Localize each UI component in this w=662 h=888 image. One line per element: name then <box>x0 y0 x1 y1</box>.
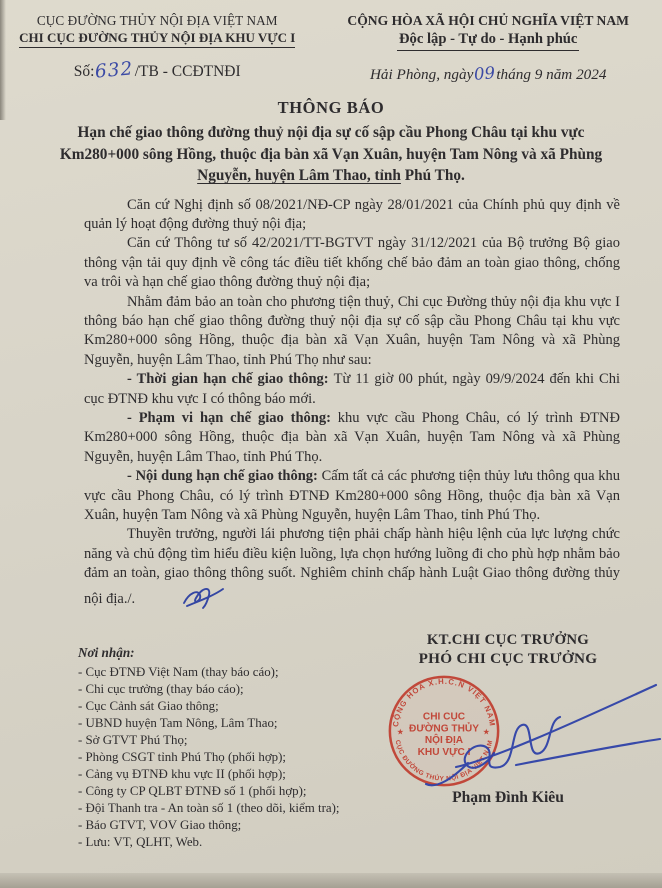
place-and-date <box>314 64 662 84</box>
recipients-heading: Nơi nhận: <box>78 645 135 660</box>
subtitle-part1: Hạn chế giao thông đường thuỷ nội địa sự cố sập cầu Phong Châu tại khu vực Km280+000 sông Hồng, thuộc địa bàn xã Vạn Xuân, huyện Tam Nông và xã Phùng <box>59 124 603 163</box>
notice-title: THÔNG BÁO <box>277 98 385 117</box>
recipient-item: - Công ty CP QLBT ĐTNĐ số 1 (phối hợp); <box>78 784 307 798</box>
issuing-agency-line <box>0 30 314 48</box>
recipient-item: - UBND huyện Tam Nông, Lâm Thao; <box>78 716 278 730</box>
paraph-ink-mark <box>137 584 226 616</box>
signer-role-line2: PHÓ CHI CỤC TRƯỞNG <box>418 650 598 667</box>
recipients-block <box>78 644 378 851</box>
stamp-star-right-icon: ★ <box>482 727 491 737</box>
handwritten-doc-number: 632 <box>94 58 135 83</box>
paragraph-compliance: Thuyền trưởng, người lái phương tiện phải chấp hành hiệu lệnh của lực lượng chức năng và chủ động tìm hiểu điều kiện luồng, lựa chọn hướng luồng đi cho phù hợp nhằm bảo đảm an toàn, giao thông thông suốt. Nghiêm chỉnh chấp hành Luật Giao thông đường thủy nội địa./. <box>84 525 620 616</box>
scan-edge-shadow-bottom <box>0 873 662 888</box>
national-header-block <box>314 13 662 84</box>
notice-subtitle <box>53 122 609 187</box>
recipient-item: - Sở GTVT Phú Thọ; <box>78 733 188 747</box>
signature-ink <box>398 653 662 798</box>
issuing-agency-block <box>0 13 314 84</box>
stamp-center-line2: ĐƯỜNG THỦY <box>409 723 479 735</box>
stamp-center-line3: NỘI ĐỊA <box>424 735 464 747</box>
doc-number-suffix: /TB - CCĐTNĐI <box>134 63 241 80</box>
document-number <box>0 60 314 81</box>
paragraph-legal-basis-1: Căn cứ Nghị định số 08/2021/NĐ-CP ngày 28/01/2021 của Chính phủ quy định về quản lý hoạt động đường thuỷ nội địa; <box>84 196 620 232</box>
subtitle-underlined-part: Nguyễn, huyện Lâm Thao, tỉnh <box>197 167 401 184</box>
recipient-item: - Báo GTVT, VOV Giao thông; <box>78 818 242 832</box>
recipient-item: - Lưu: VT, QLHT, Web. <box>78 835 203 849</box>
handwritten-day: 09 <box>473 63 497 84</box>
paragraph-restriction-time: - Thời gian hạn chế giao thông: Từ 11 giờ 00 phút, ngày 09/9/2024 đến khi Chi cục ĐTNĐ khu vực I có thông báo mới. <box>84 371 620 407</box>
paragraph-restriction-content: - Nội dung hạn chế giao thông: Cấm tất cả các phương tiện thủy lưu thông qua khu vực cầu Phong Châu, có lý trình ĐTNĐ Km280+000 sông Hồng, thuộc địa bàn xã Vạn Xuân, huyện Tam Nông và xã Phùng Nguyễn, huyện Lâm Thao, tỉnh Phú Thọ. <box>84 468 620 523</box>
recipient-item: - Cục ĐTNĐ Việt Nam (thay báo cáo); <box>78 665 279 679</box>
stamp-center-line1: CHI CỤC <box>422 711 466 723</box>
motto-text: Độc lập - Tự do - Hạnh phúc <box>397 31 579 51</box>
recipient-item: - Cục Cảnh sát Giao thông; <box>78 699 219 713</box>
stamp-ring-top-text: CỘNG HÒA X.H.C.N VIỆT NAM <box>391 676 497 728</box>
notice-body <box>84 196 620 617</box>
paragraph-legal-basis-2: Căn cứ Thông tư số 42/2021/TT-BGTVT ngày 31/12/2021 của Bộ trưởng Bộ giao thông vận tải quy định về công tác điều tiết khống chế bảo đảm an toàn giao thông, chống va trôi và hạn chế giao thông đường thuỷ nội địa; <box>84 235 620 291</box>
national-motto-line1: CỘNG HÒA XÃ HỘI CHỦ NGHĨA VIỆT NAM <box>347 13 630 28</box>
document-header <box>0 0 662 84</box>
signer-name: Phạm Đình Kiêu <box>452 789 564 806</box>
stamp-star-left-icon: ★ <box>396 727 404 737</box>
stamp-ring-bottom-text: CỤC ĐƯỜNG THỦY NỘI ĐỊA VIỆT NAM <box>393 739 495 783</box>
subtitle-part3: Phú Thọ. <box>400 167 465 184</box>
signer-role-line1: KT.CHI CỤC TRƯỞNG <box>426 632 590 648</box>
recipient-item: - Cảng vụ ĐTNĐ khu vực II (phối hợp); <box>78 767 286 781</box>
parent-agency-line: CỤC ĐƯỜNG THỦY NỘI ĐỊA VIỆT NAM <box>36 13 278 28</box>
place-date-prefix: Hải Phòng, ngày <box>369 66 474 83</box>
place-date-suffix: tháng 9 năm 2024 <box>496 66 607 83</box>
national-motto-line2 <box>314 31 662 51</box>
paragraph-announcement: Nhằm đảm bảo an toàn cho phương tiện thuỷ, Chi cục Đường thủy nội địa khu vực I thông báo hạn chế giao thông đường thuỷ nội địa sự cố sập cầu Phong Châu tại khu vực Km280+000 sông Hồng, thuộc địa bàn xã Vạn Xuân, huyện Tam Nông và xã Phùng Nguyễn, huyện Lâm Thao, tỉnh Phú Thọ như sau: <box>84 293 620 368</box>
recipient-item: - Chi cục trưởng (thay báo cáo); <box>78 682 244 696</box>
paragraph-restriction-scope: - Phạm vi hạn chế giao thông: khu vực cầu Phong Châu, có lý trình ĐTNĐ Km280+000 sông Hồng, thuộc địa bàn xã Vạn Xuân, huyện Tam Nông và xã Phùng Nguyễn, huyện Lâm Thao, tỉnh Phú Thọ. <box>84 409 620 465</box>
doc-number-label: Số: <box>73 63 95 80</box>
stamp-center-line4: KHU VỰC I <box>417 747 471 759</box>
issuing-agency-text: CHI CỤC ĐƯỜNG THỦY NỘI ĐỊA KHU VỰC I <box>19 30 295 48</box>
recipient-item: - Đội Thanh tra - An toàn số 1 (theo dõi, kiểm tra); <box>78 801 340 815</box>
recipient-item: - Phòng CSGT tỉnh Phú Thọ (phối hợp); <box>78 750 286 764</box>
